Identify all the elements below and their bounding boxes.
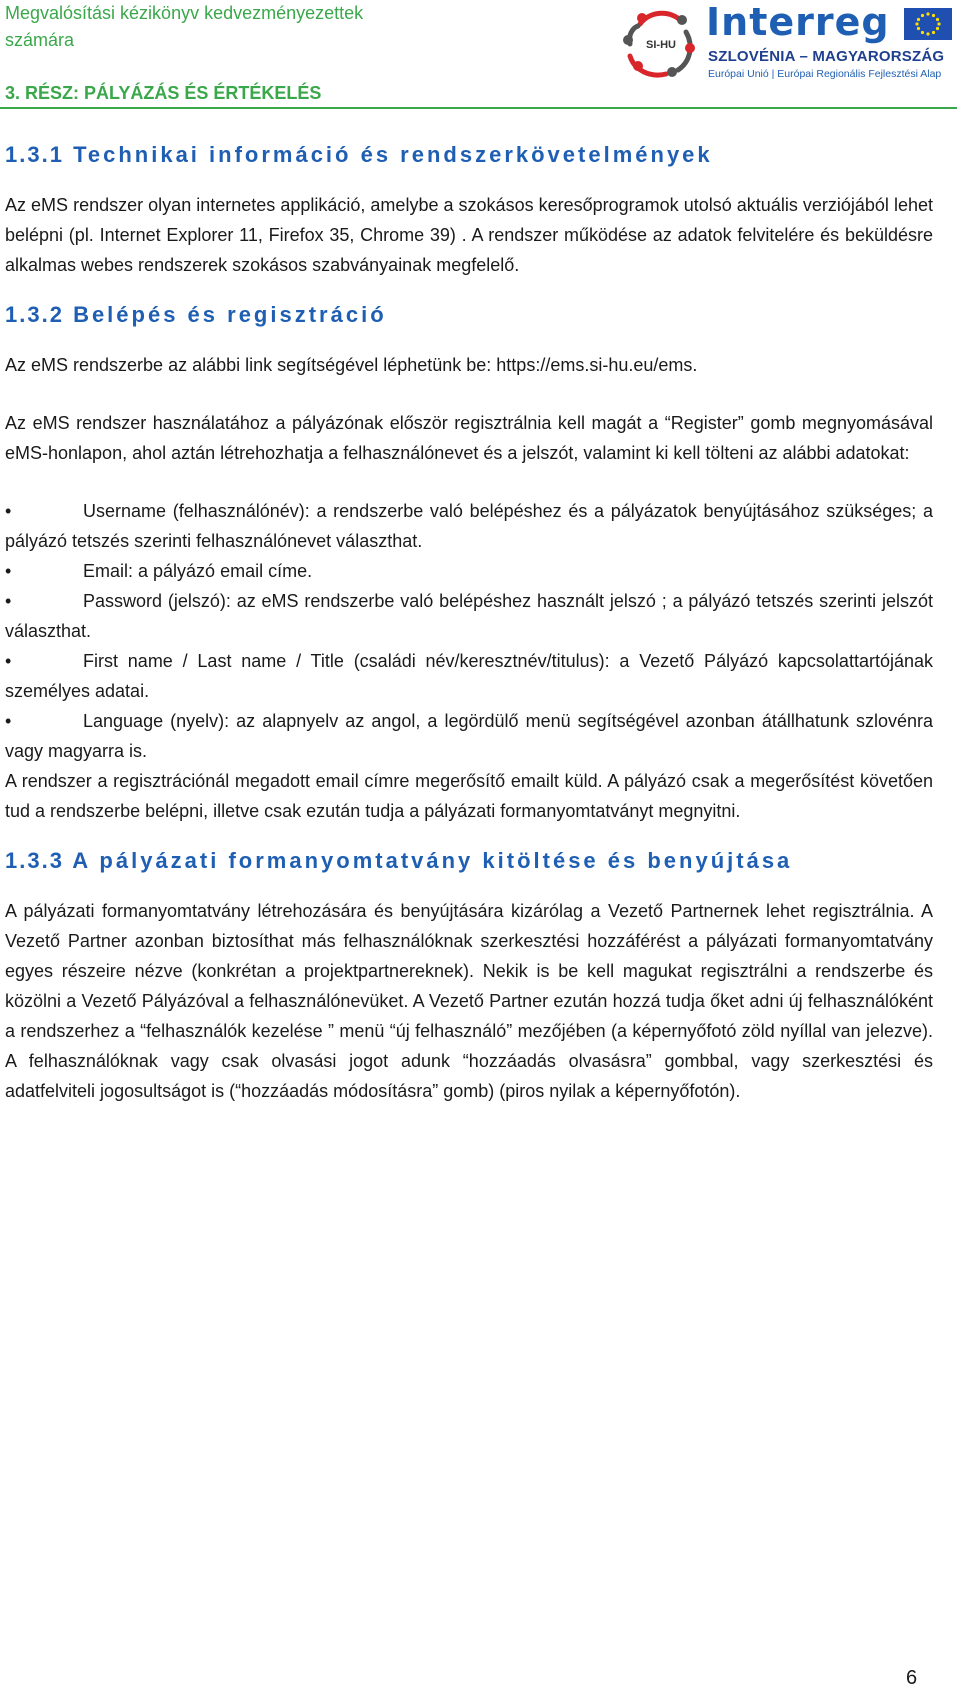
svg-text:SI-HU: SI-HU xyxy=(646,39,676,51)
eu-flag-icon xyxy=(904,8,952,40)
sihu-logo-icon xyxy=(620,4,702,80)
paragraph-login-link: Az eMS rendszerbe az alábbi link segítségével léphetünk be: https://ems.si-hu.eu/ems. xyxy=(5,355,698,375)
section-heading-1-3-3: 1.3.3 A pályázati formanyomtatvány kitöltése és benyújtása xyxy=(5,848,793,873)
paragraph-registration: Az eMS rendszer használatához a pályázónak először regisztrálnia kell magát a “Register” gomb megnyomásával eMS-honlapon, ahol aztán létrehozhatja a felhasználónevet és a jelszót, valamint ki kell tölteni az alábbi adatokat: xyxy=(5,413,933,463)
section-heading-1-3-2: 1.3.2 Belépés és regisztráció xyxy=(5,302,387,327)
paragraph-tech-info: Az eMS rendszer olyan internetes applikáció, amelybe a szokásos keresőprogramok utolsó aktuális verziójából lehet belépni (pl. Internet Explorer 11, Firefox 35, Chrome 39) . A rendszer működése az adatok felvitelére és beküldésre alkalmas webes rendszerek szokásos szabványainak megfelelő. xyxy=(5,195,933,275)
page-header xyxy=(0,0,960,110)
list-item: • Password (jelszó): az eMS rendszerbe való belépéshez használt jelszó ; a pályázó tetszés szerinti jelszót választhat. xyxy=(5,591,933,641)
list-item: • Username (felhasználónév): a rendszerbe való belépéshez és a pályázatok benyújtásához szükséges; a pályázó tetszés szerinti felhasználónevet választhat. xyxy=(5,501,933,551)
program-name: SZLOVÉNIA – MAGYARORSZÁG xyxy=(708,48,945,65)
page-number: 6 xyxy=(906,1667,918,1689)
list-item: • Language (nyelv): az alapnyelv az angol, a legördülő menü segítségével azonban átállhatunk szlovénra vagy magyarra is. xyxy=(5,711,933,761)
list-item: • Email: a pályázó email címe. xyxy=(5,561,313,581)
paragraph-confirmation: A rendszer a regisztrációnál megadott email címre megerősítő emailt küld. A pályázó csak a megerősítést követően tud a rendszerbe belépni, illetve csak ezután tudja a pályázati formanyomtatványt megnyitni. xyxy=(5,771,933,821)
page-content xyxy=(5,130,933,1106)
registration-fields-list xyxy=(5,496,933,766)
document-title: Megvalósítási kézikönyv kedvezményezettek számára xyxy=(5,3,364,50)
section-heading-1-3-1: 1.3.1 Technikai információ és rendszerkövetelmények xyxy=(5,142,713,167)
paragraph-form-submission: A pályázati formanyomtatvány létrehozására és benyújtására kizárólag a Vezető Partnernek lehet regisztrálnia. A Vezető Partner azonban biztosíthat más felhasználóknak szerkesztési hozzáférést a pályázati formanyomtatvány egyes részeire nézve (konkrétan a projektpartnereknek). Nekik is be kell magukat regisztrálni a rendszerbe és közölni a Vezető Pályázóval a felhasználónevüket. A Vezető Partner ezután hozzá tudja őket adni új felhasználóként a rendszerhez a “felhasználók kezelése ” menü “új felhasználó” mezőjében (a képernyőfotó zöld nyíllal van jelezve). A felhasználóknak vagy csak olvasási jogot adunk “hozzáadás olvasásra” gombbal, vagy szerkesztési és adatfelviteli jogosultságot is (“hozzáadás módosításra” gomb) (piros nyilak a képernyőfotón). xyxy=(5,901,933,1101)
interreg-logo xyxy=(706,0,956,86)
list-item: • First name / Last name / Title (családi név/keresztnév/titulus): a Vezető Pályázó kapcsolattartójának személyes adatai. xyxy=(5,651,933,701)
interreg-wordmark: Interreg xyxy=(706,0,890,44)
fund-name: Európai Unió | Európai Regionális Fejlesztési Alap xyxy=(708,68,942,80)
part-title: 3. RÉSZ: PÁLYÁZÁS ÉS ÉRTÉKELÉS xyxy=(5,83,322,103)
header-divider xyxy=(0,107,957,109)
